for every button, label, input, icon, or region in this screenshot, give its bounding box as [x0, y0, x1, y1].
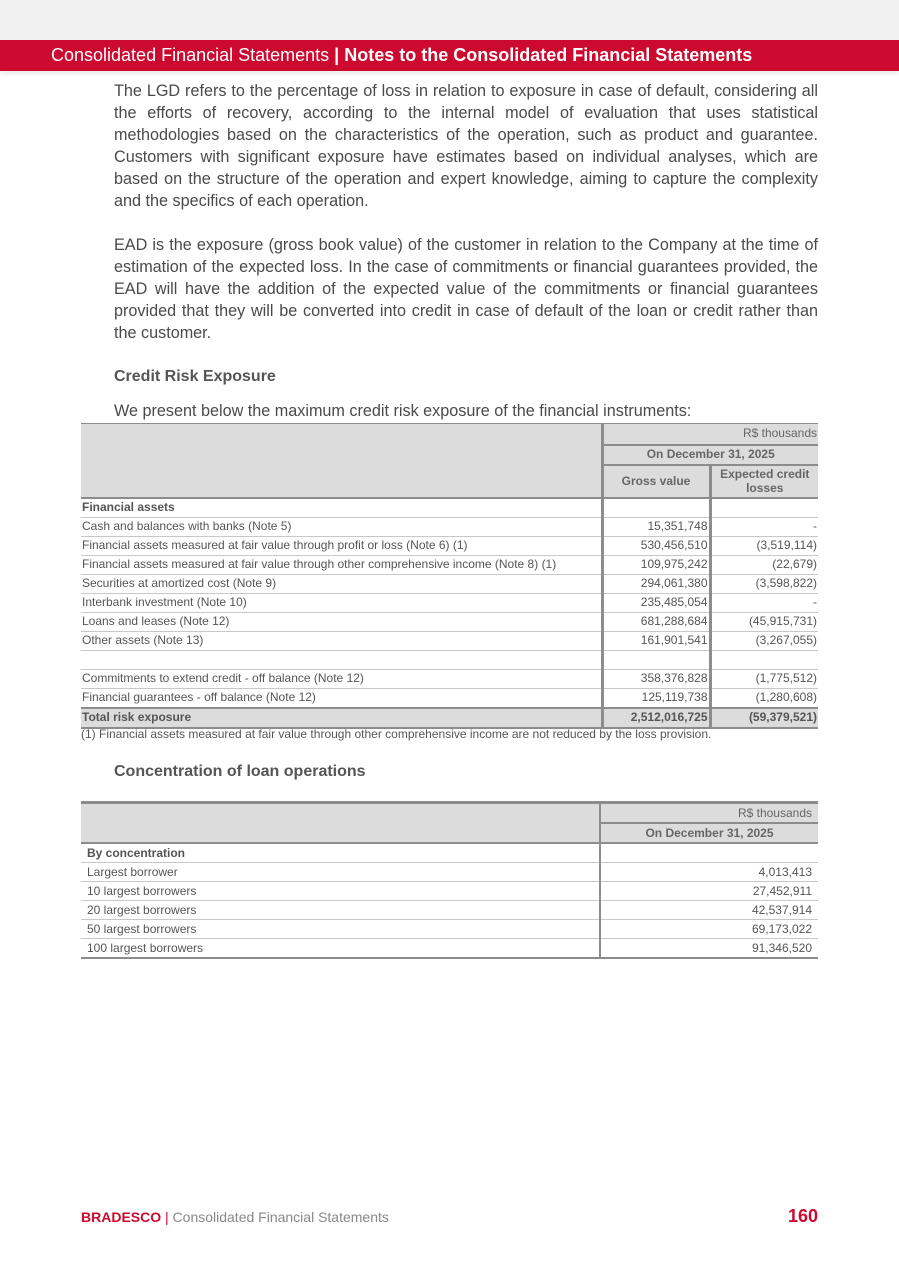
row-label: Largest borrower: [81, 863, 600, 882]
unit-label: R$ thousands: [600, 803, 818, 824]
banner-separator: |: [334, 45, 340, 65]
table-row: [81, 863, 818, 882]
row-label: Financial guarantees - off balance (Note 12): [81, 688, 602, 708]
credit-risk-table: [81, 423, 818, 729]
ecl-header: Expected credit losses: [710, 465, 818, 498]
ecl-cell: (22,679): [710, 555, 818, 574]
top-margin: [0, 0, 899, 40]
table-row: [81, 688, 818, 708]
section-banner: [0, 40, 899, 71]
page-footer: [81, 1209, 389, 1225]
total-label: Total risk exposure: [81, 708, 602, 728]
credit-risk-heading: Credit Risk Exposure: [114, 368, 276, 385]
unit-label: R$ thousands: [602, 424, 818, 445]
table-corner: [81, 424, 602, 498]
table-row: [81, 593, 818, 612]
value-cell: 27,452,911: [600, 882, 818, 901]
total-gross: 2,512,016,725: [602, 708, 710, 728]
banner-title: Consolidated Financial Statements: [51, 45, 330, 65]
footer-separator: |: [165, 1209, 169, 1225]
concentration-table: [81, 801, 818, 959]
table-row: [81, 631, 818, 650]
brand-name: BRADESCO: [81, 1209, 162, 1225]
row-label: 10 largest borrowers: [81, 882, 600, 901]
table-row: [81, 574, 818, 593]
page-number: 160: [787, 1206, 818, 1226]
table-corner: [81, 803, 600, 844]
total-ecl: (59,379,521): [710, 708, 818, 728]
row-label: 100 largest borrowers: [81, 939, 600, 959]
table-row: [81, 920, 818, 939]
gross-cell: 530,456,510: [602, 536, 710, 555]
ecl-cell: (1,280,608): [710, 688, 818, 708]
concentration-heading: Concentration of loan operations: [114, 763, 366, 780]
ecl-cell: -: [710, 593, 818, 612]
gross-cell: 15,351,748: [602, 517, 710, 536]
row-label: Commitments to extend credit - off balance (Note 12): [81, 669, 602, 688]
period-header: On December 31, 2025: [600, 823, 818, 843]
row-label: 50 largest borrowers: [81, 920, 600, 939]
total-row: [81, 708, 818, 728]
row-label: Loans and leases (Note 12): [81, 612, 602, 631]
ecl-cell: (1,775,512): [710, 669, 818, 688]
row-label: 20 largest borrowers: [81, 901, 600, 920]
value-cell: 42,537,914: [600, 901, 818, 920]
value-cell: 4,013,413: [600, 863, 818, 882]
ecl-cell: -: [710, 517, 818, 536]
gross-cell: 358,376,828: [602, 669, 710, 688]
gross-cell: 681,288,684: [602, 612, 710, 631]
ead-paragraph: EAD is the exposure (gross book value) of the customer in relation to the Company at the time of estimation of the expected loss. In the case of commitments or financial guarantees provided, the EAD will have the addition of the expected value of the commitments or financial guarantees provided that they will be converted into credit in case of default of the loan or credit rather than the customer.: [114, 236, 818, 342]
footer-text: Consolidated Financial Statements: [172, 1209, 389, 1225]
section-row: [81, 498, 818, 518]
value-cell: 69,173,022: [600, 920, 818, 939]
value-cell: 91,346,520: [600, 939, 818, 959]
table-footnote: (1) Financial assets measured at fair value through other comprehensive income are not reduced by the loss provision.: [81, 727, 712, 741]
ecl-cell: (3,598,822): [710, 574, 818, 593]
gross-cell: 109,975,242: [602, 555, 710, 574]
table-row: [81, 669, 818, 688]
ecl-cell: (3,519,114): [710, 536, 818, 555]
table-row: [81, 882, 818, 901]
row-label: Financial assets measured at fair value through profit or loss (Note 6) (1): [81, 536, 602, 555]
table-row: [81, 612, 818, 631]
table-row: [81, 517, 818, 536]
gross-cell: 294,061,380: [602, 574, 710, 593]
credit-risk-intro: We present below the maximum credit risk exposure of the financial instruments:: [114, 402, 692, 420]
ecl-cell: (45,915,731): [710, 612, 818, 631]
gross-cell: 125,119,738: [602, 688, 710, 708]
row-label: Interbank investment (Note 10): [81, 593, 602, 612]
gross-cell: 235,485,054: [602, 593, 710, 612]
table-row: [81, 901, 818, 920]
table-row: [81, 555, 818, 574]
table-row: [81, 536, 818, 555]
row-label: Other assets (Note 13): [81, 631, 602, 650]
spacer-row: [81, 650, 818, 669]
banner-subtitle: Notes to the Consolidated Financial Statements: [344, 45, 753, 65]
section-label: Financial assets: [81, 498, 602, 518]
section-label: By concentration: [81, 843, 600, 863]
period-header: On December 31, 2025: [602, 445, 818, 465]
row-label: Financial assets measured at fair value through other comprehensive income (Note 8) (1): [81, 555, 602, 574]
lgd-paragraph: The LGD refers to the percentage of loss in relation to exposure in case of default, considering all the efforts of recovery, according to the internal model of evaluation that uses statistical methodologies based on the characteristics of the operation, such as product and guarantee. Customers with significant exposure have estimates based on individual analyses, which are based on the structure of the operation and expert knowledge, aiming to capture the complexity and the specifics of each operation.: [114, 82, 818, 210]
gross-value-header: Gross value: [602, 465, 710, 498]
section-row: [81, 843, 818, 863]
gross-cell: 161,901,541: [602, 631, 710, 650]
row-label: Cash and balances with banks (Note 5): [81, 517, 602, 536]
table-row: [81, 939, 818, 959]
ecl-cell: (3,267,055): [710, 631, 818, 650]
row-label: Securities at amortized cost (Note 9): [81, 574, 602, 593]
